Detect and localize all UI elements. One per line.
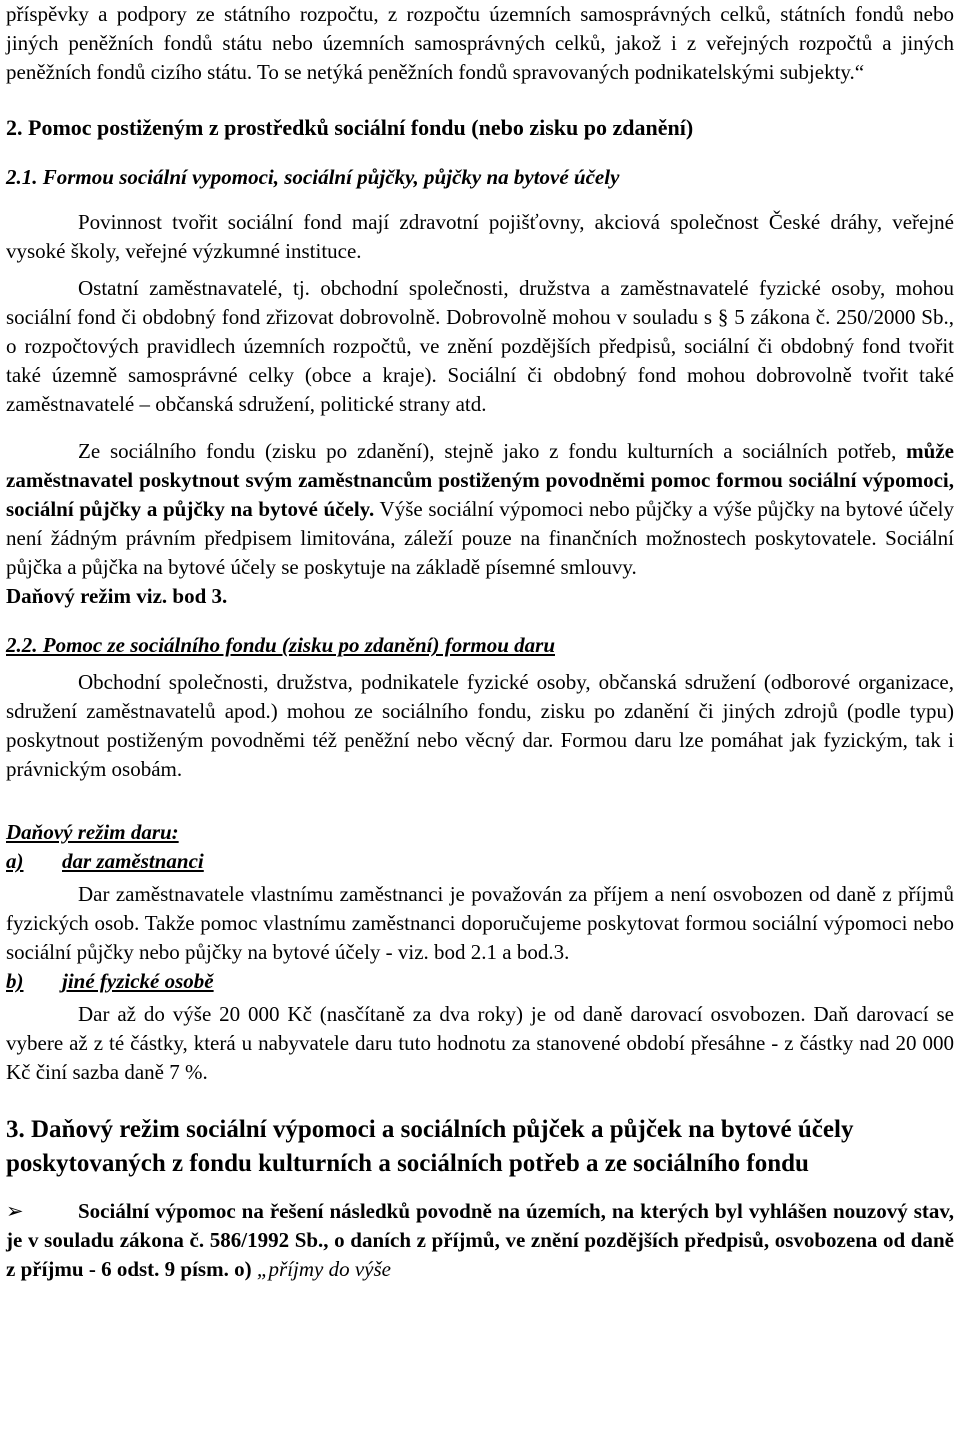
item-b-title: jiné fyzické osobě: [62, 969, 214, 993]
section-2-1-heading: 2.1. Formou sociální vypomoci, sociální půjčky, půjčky na bytové účely: [6, 165, 620, 189]
section-3-heading: 3. Daňový režim sociální výpomoci a sociálních půjček a půjček na bytové účely poskytovaných z fondu kulturních a sociálních potřeb a ze sociálního fondu: [6, 1116, 854, 1177]
paragraph-gift: Obchodní společnosti, družstva, podnikatele fyzické osoby, občanská sdružení (odborové organizace, sdružení zaměstnavatelů apod.) mohou ze sociálního fondu, zisku po zdanění či jiných zdrojů (podle typu) poskytnout postiženým povodněmi též peněžní nebo věcný dar. Formou daru lze pomáhat jak fyzickým, tak i právnickým osobám.: [6, 670, 954, 781]
section-2-heading: 2. Pomoc postiženým z prostředků sociální fondu (nebo zisku po zdanění): [6, 115, 694, 140]
bullet-item: [6, 1197, 954, 1284]
text-span: Ze sociálního fondu (zisku po zdanění), stejně jako z fondu kulturních a sociálních potřeb,: [78, 439, 907, 463]
arrow-bullet-icon: ➢: [6, 1199, 24, 1223]
bullet-bold-text: Sociální výpomoc na řešení následků povodně na územích, na kterých byl vyhlášen nouzový stav, je v souladu zákona č. 586/1992 Sb., o daních z příjmů, ve znění pozdějších předpisů, osvobozena od daně z příjmu - 6 odst. 9 písm. o): [6, 1199, 954, 1281]
item-b-text: Dar až do výše 20 000 Kč (nasčítaně za dva roky) je od daně darovací osvobozen. Daň darovací se vybere až z té částky, která u nabyvatele daru tuto hodnotu za stanovené období přesáhne - z částky nad 20 000 Kč činí sazba daně 7 %.: [6, 1002, 954, 1084]
text-span: Výše sociální výpomoci nebo půjčky a výše půjčky na bytové účely není žádným právním předpisem limitována, záleží pouze na finančních možnostech poskytovatele. Sociální půjčka a půjčka na bytové účely se poskytuje na základě písemné smlouvy.: [6, 497, 954, 579]
paragraph-top: příspěvky a podpory ze státního rozpočtu, z rozpočtu územních samosprávných celků, státních fondů nebo jiných peněžních fondů státu nebo územních samosprávných celků, jakož i z veřejných rozpočtů a jiných peněžních fondů cizího státu. To se netýká peněžních fondů spravovaných podnikatelskými subjekty.“: [6, 2, 954, 84]
item-a-heading: [6, 847, 954, 876]
tax-regime-reference: Daňový režim viz. bod 3.: [6, 584, 228, 608]
item-a-label: a): [6, 849, 24, 873]
gift-tax-regime-heading: Daňový režim daru:: [6, 820, 179, 844]
paragraph-other-employers: Ostatní zaměstnavatelé, tj. obchodní společnosti, družstva a zaměstnavatelé fyzické osoby, mohou sociální fond či obdobný fond zřizovat dobrovolně. Dobrovolně mohou v souladu s § 5 zákona č. 250/2000 Sb., o rozpočtových pravidlech územních rozpočtů, ve znění pozdějších předpisů, sociální či obdobný fond tvořit také územně samosprávné celky (obce a kraje). Sociální či obdobný fond mohou dobrovolně tvořit také zaměstnavatelé – občanská sdružení, politické strany atd.: [6, 276, 954, 416]
bold-emphasis: může zaměstnavatel poskytnout svým zaměstnancům postiženým povodněmi pomoc formou sociální výpomoci, sociální půjčky a půjčky na bytové účely.: [6, 439, 954, 521]
item-a-title: dar zaměstnanci: [62, 849, 204, 873]
paragraph-mandatory-fund: Povinnost tvořit sociální fond mají zdravotní pojišťovny, akciová společnost České dráhy, veřejné vysoké školy, veřejné výzkumné instituce.: [6, 210, 954, 263]
paragraph-social-fund-help: [6, 437, 954, 582]
item-b-label: b): [6, 969, 24, 993]
section-2-2-heading: 2.2. Pomoc ze sociálního fondu (zisku po zdanění) formou daru: [6, 633, 555, 657]
bullet-italic-text: „příjmy do výše: [251, 1257, 391, 1281]
item-b-heading: [6, 967, 954, 996]
item-a-text: Dar zaměstnavatele vlastnímu zaměstnanci je považován za příjem a není osvobozen od daně z příjmů fyzických osob. Takže pomoc vlastnímu zaměstnanci doporučujeme poskytovat formou sociální výpomoci nebo sociální půjčky nebo půjčky na bytové účely - viz. bod 2.1 a bod.3.: [6, 882, 954, 964]
